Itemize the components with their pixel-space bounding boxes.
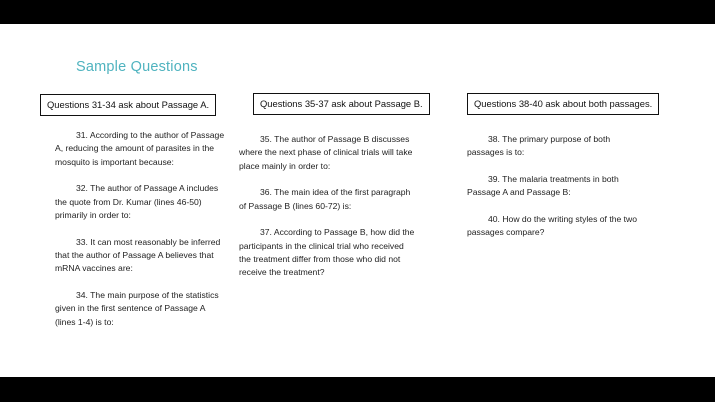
letterbox-top [0,0,715,24]
slide [0,24,715,377]
question-32: 32. The author of Passage A includes the quote from Dr. Kumar (lines 46-50) primarily in order to: [55,183,219,220]
question-35: 35. The author of Passage B discusses where the next phase of clinical trials will take place mainly in order to: [239,134,413,171]
question-38: 38. The primary purpose of both passages is to: [467,134,611,158]
question-40: 40. How do the writing styles of the two passages compare? [467,214,638,238]
question-31: 31. According to the author of Passage A, reducing the amount of parasites in the mosquito is important because: [55,130,225,167]
question-37: 37. According to Passage B, how did the participants in the clinical trial who received the treatment differ from those who did not receive the treatment? [239,227,415,278]
column-passage-a [40,94,225,327]
column-heading-box: Questions 31-34 ask about Passage A. [40,94,216,116]
question-list [467,133,645,253]
question-34: 34. The main purpose of the statistics given in the first sentence of Passage A (lines 1-4) is to: [55,290,219,327]
column-heading-box: Questions 38-40 ask about both passages. [467,93,659,115]
question-33: 33. It can most reasonably be inferred that the author of Passage A believes that mRNA vaccines are: [55,236,221,274]
slide-title: Sample Questions [76,59,198,75]
column-passage-b [239,93,425,278]
letterbox-bottom [0,377,715,402]
question-list [55,129,225,343]
question-list [239,133,417,293]
question-39: 39. The malaria treatments in both Passage A and Passage B: [467,174,619,198]
question-36: 36. The main idea of the first paragraph of Passage B (lines 60-72) is: [239,187,411,211]
column-both-passages [467,93,655,238]
column-heading-box: Questions 35-37 ask about Passage B. [253,93,430,115]
